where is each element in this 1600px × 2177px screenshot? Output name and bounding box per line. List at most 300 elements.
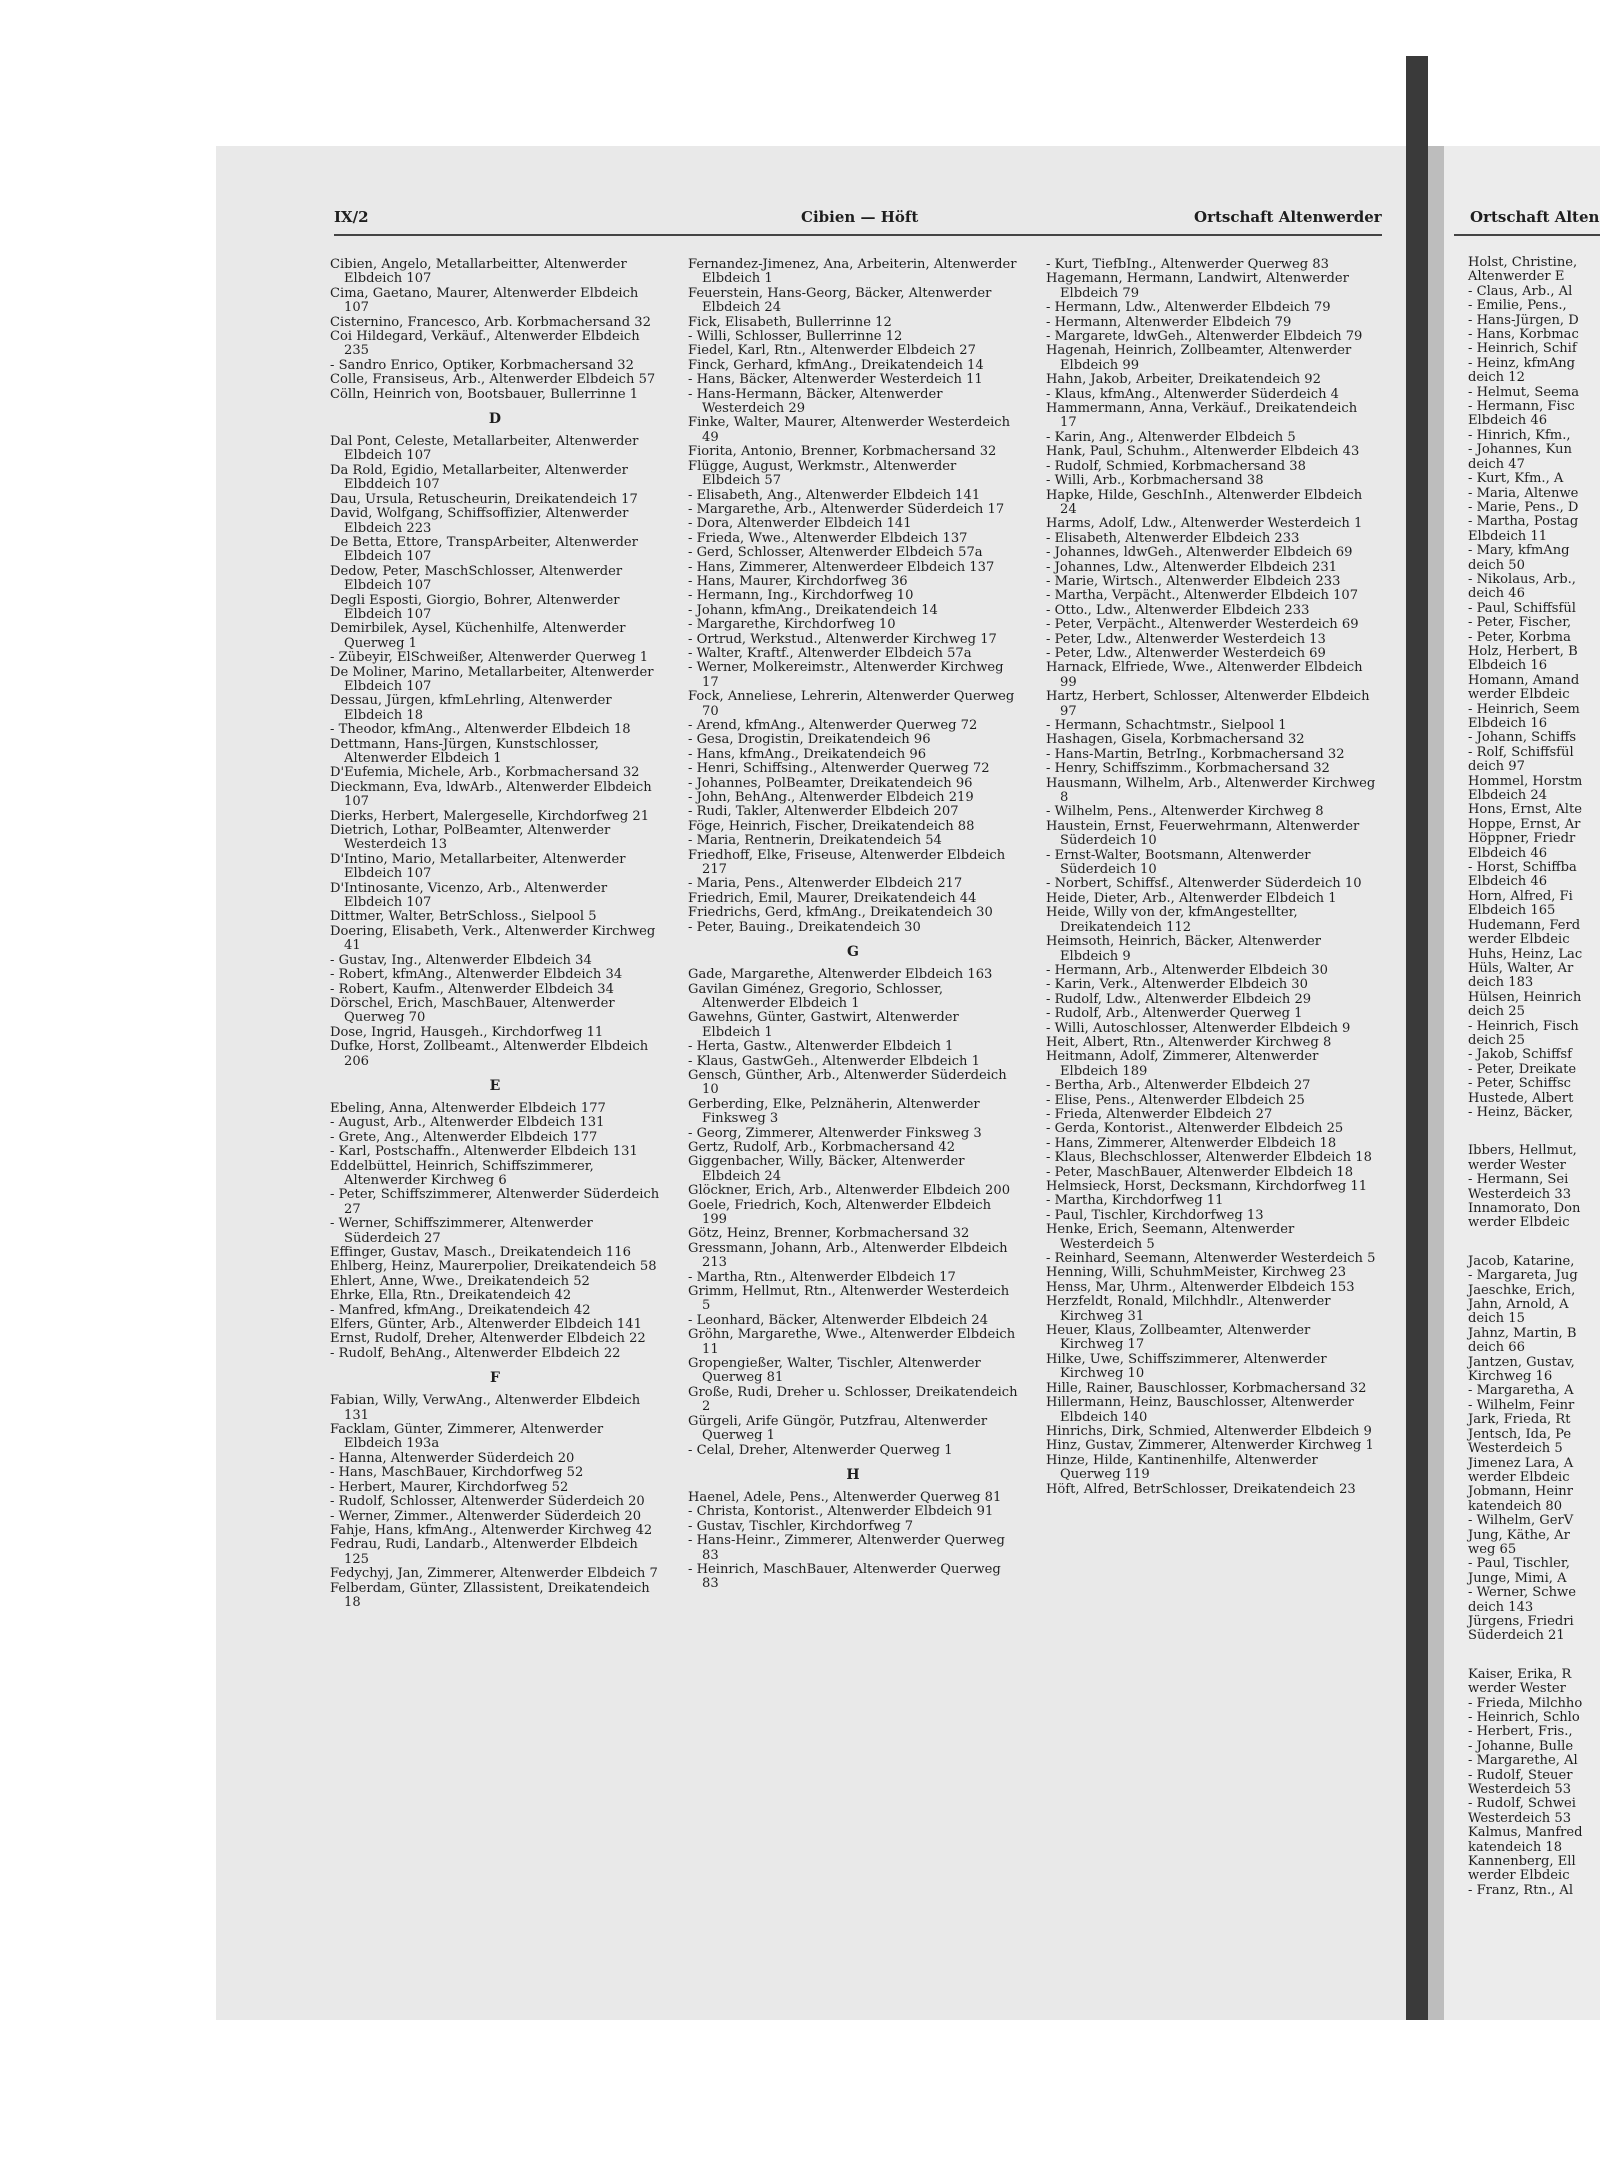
- directory-entry-fragment: Westerdeich 33: [1468, 1186, 1572, 1202]
- directory-entry-fragment: deich 97: [1468, 759, 1525, 775]
- section-gap: [1468, 1231, 1600, 1255]
- directory-entry-fragment: deich 46: [1468, 586, 1525, 602]
- directory-entry: - Hermann, Arb., Altenwerder Elbdeich 30: [1046, 962, 1328, 978]
- directory-entry: - Kurt, TiefbIng., Altenwerder Querweg 83: [1046, 257, 1329, 272]
- directory-entry-fragment: Süderdeich 21: [1468, 1628, 1565, 1644]
- book-spine: [1406, 56, 1428, 2020]
- directory-entry: - Gerda, Kontorist., Altenwerder Elbdeich 25: [1046, 1121, 1344, 1137]
- directory-entry: - Hanna, Altenwerder Süderdeich 20: [330, 1450, 575, 1466]
- directory-entry: Hinrichs, Dirk, Schmied, Altenwerder Elbdeich 9: [1046, 1423, 1372, 1439]
- directory-entry: Cibien, Angelo, Metallarbeitter, Altenwerder Elbdeich 107: [330, 257, 627, 287]
- directory-entry-fragment: Jark, Frieda, Rt: [1468, 1412, 1571, 1428]
- directory-entry-fragment: Holz, Herbert, B: [1468, 643, 1578, 659]
- directory-entry-fragment: Elbdeich 165: [1468, 903, 1556, 919]
- directory-entry-fragment: Jahn, Arnold, A: [1468, 1297, 1569, 1313]
- spine-shadow: [1428, 146, 1444, 2020]
- directory-entry: Facklam, Günter, Zimmerer, Altenwerder Elbdeich 193a: [330, 1422, 604, 1452]
- directory-entry: - Rudolf, Schlosser, Altenwerder Süderdeich 20: [330, 1494, 645, 1510]
- directory-entry-fragment: - Heinrich, Schlo: [1468, 1710, 1580, 1725]
- directory-entry: Dieckmann, Eva, ldwArb., Altenwerder Elbdeich 107: [330, 779, 652, 810]
- directory-entry: Gavilan Giménez, Gregorio, Schlosser, Altenwerder Elbdeich 1: [688, 981, 944, 1011]
- directory-entry-fragment: Elbdeich 11: [1468, 528, 1548, 544]
- directory-entry-fragment: - Hermann, Fisc: [1468, 399, 1575, 415]
- directory-entry: D'Intino, Mario, Metallarbeiter, Altenwerder Elbdeich 107: [330, 851, 626, 882]
- directory-entry: - Norbert, Schiffsf., Altenwerder Süderdeich 10: [1046, 876, 1362, 892]
- directory-entry-fragment: - Peter, Schiffsc: [1468, 1076, 1571, 1092]
- directory-entry-fragment: Ibbers, Hellmut,: [1468, 1143, 1577, 1159]
- directory-entry: Fiorita, Antonio, Brenner, Korbmachersand 32: [688, 444, 997, 460]
- directory-entry-fragment: Hoppe, Ernst, Ar: [1468, 816, 1581, 832]
- directory-entry: Friedrichs, Gerd, kfmAng., Dreikatendeich 30: [688, 905, 993, 921]
- directory-entry-fragment: - Werner, Schwe: [1468, 1585, 1577, 1601]
- directory-entry: - Hans, MaschBauer, Kirchdorfweg 52: [330, 1465, 584, 1481]
- directory-entry: Hammermann, Anna, Verkäuf., Dreikatendeich 17: [1046, 401, 1358, 431]
- directory-entry: Henke, Erich, Seemann, Altenwerder Westerdeich 5: [1046, 1222, 1295, 1252]
- directory-entry: - Willi, Arb., Korbmachersand 38: [1046, 473, 1264, 489]
- directory-entry: - Hans, Bäcker, Altenwerder Westerdeich 11: [688, 372, 983, 388]
- directory-entry-fragment: deich 12: [1468, 370, 1525, 386]
- directory-entry-fragment: - Nikolaus, Arb.,: [1468, 571, 1576, 587]
- page-number: IX/2: [334, 208, 369, 226]
- directory-entry: - Ernst-Walter, Bootsmann, Altenwerder Süderdeich 10: [1046, 847, 1311, 878]
- directory-entry-fragment: werder Elbdeic: [1468, 1215, 1570, 1231]
- directory-entry-fragment: deich 50: [1468, 557, 1525, 573]
- directory-entry: Elfers, Günter, Arb., Altenwerder Elbdeich 141: [330, 1317, 642, 1333]
- directory-entry: Coi Hildegard, Verkäuf., Altenwerder Elbdeich 235: [330, 329, 640, 359]
- directory-entry-fragment: Jahnz, Martin, B: [1468, 1325, 1577, 1341]
- directory-entry-fragment: - Heinz, kfmAng: [1468, 355, 1576, 371]
- directory-entry: D'Eufemia, Michele, Arb., Korbmachersand 32: [330, 765, 640, 781]
- directory-entry: - Rudolf, Ldw., Altenwerder Elbdeich 29: [1046, 991, 1312, 1007]
- directory-entry: Colle, Fransiseus, Arb., Altenwerder Elbdeich 57: [330, 372, 656, 388]
- directory-entry-fragment: Kannenberg, Ell: [1468, 1854, 1576, 1870]
- directory-entry: Hahn, Jakob, Arbeiter, Dreikatendeich 92: [1046, 372, 1321, 388]
- directory-entry: Dose, Ingrid, Hausgeh., Kirchdorfweg 11: [330, 1024, 604, 1040]
- directory-entry-fragment: - Paul, Tischler,: [1468, 1556, 1570, 1572]
- directory-entry: - Sandro Enrico, Optiker, Korbmachersand 32: [330, 357, 634, 373]
- directory-entry-fragment: deich 143: [1468, 1599, 1534, 1615]
- directory-entry: Hinz, Gustav, Zimmerer, Altenwerder Kirchweg 1: [1046, 1438, 1374, 1454]
- directory-entry-fragment: Elbdeich 46: [1468, 413, 1548, 429]
- directory-entry: Hille, Rainer, Bauschlosser, Korbmachersand 32: [1046, 1380, 1367, 1396]
- directory-entry: - Margarethe, Kirchdorfweg 10: [688, 617, 896, 633]
- directory-entry: - Theodor, kfmAng., Altenwerder Elbdeich 18: [330, 722, 631, 738]
- facing-page-fragment: [1444, 146, 1600, 2020]
- directory-entry-fragment: Jaeschke, Erich,: [1468, 1282, 1576, 1298]
- directory-entry: - Heinrich, MaschBauer, Altenwerder Querweg 83: [688, 1561, 1001, 1592]
- directory-entry: Fernandez-Jimenez, Ana, Arbeiterin, Altenwerder Elbdeich 1: [688, 257, 1017, 287]
- directory-entry: - Werner, Zimmer., Altenwerder Süderdeich 20: [330, 1508, 642, 1524]
- directory-entry: - Margarete, ldwGeh., Altenwerder Elbdeich 79: [1046, 329, 1363, 345]
- directory-entry: - Marie, Wirtsch., Altenwerder Elbdeich 233: [1046, 573, 1341, 589]
- directory-entry-fragment: werder Elbdeic: [1468, 1469, 1570, 1485]
- directory-entry: - Willi, Autoschlosser, Altenwerder Elbdeich 9: [1046, 1020, 1351, 1036]
- directory-column-3: [1046, 258, 1376, 1497]
- directory-entry-fragment: - Johannes, Kun: [1468, 442, 1572, 458]
- directory-entry: Ebeling, Anna, Altenwerder Elbdeich 177: [330, 1100, 606, 1116]
- directory-entry: - Klaus, kfmAng., Altenwerder Süderdeich 4: [1046, 386, 1340, 402]
- directory-entry: Henning, Willi, SchuhmMeister, Kirchweg 23: [1046, 1265, 1347, 1281]
- directory-entry: - Martha, Verpächt., Altenwerder Elbdeich 107: [1046, 588, 1359, 604]
- directory-entry: David, Wolfgang, Schiffsoffizier, Altenwerder Elbdeich 223: [330, 506, 629, 536]
- directory-entry: Gerberding, Elke, Pelznäherin, Altenwerder Finksweg 3: [688, 1096, 980, 1127]
- directory-entry-fragment: - Rolf, Schiffsfül: [1468, 744, 1574, 760]
- directory-entry: - Walter, Kraftf., Altenwerder Elbdeich 57a: [688, 645, 972, 661]
- directory-entry: - Johann, kfmAng., Dreikatendeich 14: [688, 602, 938, 618]
- header-rule: [334, 234, 1382, 236]
- directory-entry-fragment: Altenwerder E: [1468, 269, 1565, 285]
- directory-entry: Glöckner, Erich, Arb., Altenwerder Elbdeich 200: [688, 1183, 1011, 1199]
- directory-entry: Degli Esposti, Giorgio, Bohrer, Altenwerder Elbdeich 107: [330, 592, 620, 622]
- directory-entry-fragment: deich 15: [1468, 1311, 1525, 1327]
- directory-entry-fragment: werder Elbdeic: [1468, 1868, 1570, 1884]
- directory-entry: Cölln, Heinrich von, Bootsbauer, Bullerrinne 1: [330, 386, 639, 402]
- directory-entry-fragment: Elbdeich 46: [1468, 874, 1548, 890]
- directory-entry: Friedhoff, Elke, Friseuse, Altenwerder Elbdeich 217: [688, 847, 1006, 878]
- directory-entry: - Christa, Kontorist., Altenwerder Elbdeich 91: [688, 1504, 994, 1520]
- directory-entry: Finke, Walter, Maurer, Altenwerder Westerdeich 49: [688, 415, 1011, 445]
- directory-entry-fragment: - Peter, Fischer,: [1468, 615, 1572, 631]
- directory-entry-fragment: Hons, Ernst, Alte: [1468, 802, 1582, 818]
- directory-entry-fragment: deich 47: [1468, 456, 1525, 472]
- directory-entry: - Robert, kfmAng., Altenwerder Elbdeich 34: [330, 967, 623, 983]
- directory-entry: - Celal, Dreher, Altenwerder Querweg 1: [688, 1442, 953, 1458]
- directory-entry-fragment: - Johanne, Bulle: [1468, 1738, 1574, 1754]
- directory-entry: Dedow, Peter, MaschSchlosser, Altenwerder Elbdeich 107: [330, 563, 623, 594]
- directory-entry-fragment: - Paul, Schiffsfül: [1468, 600, 1576, 616]
- directory-entry: Fahje, Hans, kfmAng., Altenwerder Kirchweg 42: [330, 1522, 653, 1538]
- directory-entry: Fedrau, Rudi, Landarb., Altenwerder Elbdeich 125: [330, 1537, 638, 1567]
- directory-entry: Dittmer, Walter, BetrSchloss., Sielpool 5: [330, 909, 597, 925]
- directory-entry: - Peter, Verpächt., Altenwerder Westerdeich 69: [1046, 617, 1359, 633]
- directory-entry-fragment: deich 25: [1468, 1004, 1525, 1020]
- directory-entry-fragment: - Marie, Pens., D: [1468, 499, 1579, 515]
- directory-entry: Hank, Paul, Schuhm., Altenwerder Elbdeich 43: [1046, 444, 1360, 460]
- directory-entry-fragment: - Margarethe, Al: [1468, 1753, 1578, 1769]
- directory-entry-fragment: - Horst, Schiffba: [1468, 860, 1577, 876]
- directory-entry: - Martha, Kirchdorfweg 11: [1046, 1193, 1224, 1209]
- directory-entry: Goele, Friedrich, Koch, Altenwerder Elbdeich 199: [688, 1197, 992, 1227]
- directory-entry: Dierks, Herbert, Malergeselle, Kirchdorfweg 21: [330, 808, 650, 824]
- directory-entry: - Peter, Bauing., Dreikatendeich 30: [688, 919, 921, 935]
- directory-entry: - Paul, Tischler, Kirchdorfweg 13: [1046, 1207, 1264, 1223]
- directory-entry-fragment: - Hermann, Sei: [1468, 1172, 1569, 1188]
- directory-entry: Harms, Adolf, Ldw., Altenwerder Westerdeich 1: [1046, 516, 1363, 532]
- directory-entry: De Betta, Ettore, TranspArbeiter, Altenwerder Elbdeich 107: [330, 534, 638, 565]
- directory-entry: - Werner, Schiffszimmerer, Altenwerder Süderdeich 27: [330, 1216, 593, 1246]
- directory-entry-fragment: - Frieda, Milchho: [1468, 1695, 1583, 1711]
- directory-entry: Dau, Ursula, Retuscheurin, Dreikatendeich 17: [330, 491, 638, 507]
- directory-entry: - Herta, Gastw., Altenwerder Elbdeich 1: [688, 1039, 954, 1055]
- directory-entry: Ehrke, Ella, Rtn., Dreikatendeich 42: [330, 1288, 572, 1304]
- directory-entry: Dettmann, Hans-Jürgen, Kunstschlosser, Altenwerder Elbdeich 1: [330, 736, 599, 766]
- directory-entry: Fock, Anneliese, Lehrerin, Altenwerder Querweg 70: [688, 689, 1015, 719]
- directory-entry-fragment: Jimenez Lara, A: [1468, 1455, 1574, 1471]
- directory-entry-fragment: werder Elbdeic: [1468, 932, 1570, 948]
- directory-entry-fragment: - Heinrich, Schif: [1468, 341, 1577, 357]
- directory-entry: - Dora, Altenwerder Elbdeich 141: [688, 516, 912, 532]
- directory-entry-fragment: Hüls, Walter, Ar: [1468, 960, 1574, 976]
- directory-entry: - Hermann, Schachtmstr., Sielpool 1: [1046, 718, 1287, 733]
- directory-entry-fragment: deich 183: [1468, 975, 1534, 991]
- directory-entry-fragment: Jentsch, Ida, Pe: [1468, 1426, 1572, 1442]
- directory-entry-fragment: - Heinrich, Fisch: [1468, 1018, 1579, 1034]
- directory-entry: Eddelbüttel, Heinrich, Schiffszimmerer, Altenwerder Kirchweg 6: [330, 1158, 594, 1188]
- directory-column-2: [688, 258, 1018, 1592]
- directory-entry-fragment: - Helmut, Seema: [1468, 384, 1580, 400]
- directory-entry: Cisternino, Francesco, Arb. Korbmachersand 32: [330, 314, 651, 330]
- directory-entry: - Klaus, Blechschlosser, Altenwerder Elbdeich 18: [1046, 1150, 1372, 1166]
- directory-entry: Demirbilek, Aysel, Küchenhilfe, Altenwerder Querweg 1: [330, 621, 626, 651]
- directory-entry: - Peter, Ldw., Altenwerder Westerdeich 13: [1046, 631, 1326, 647]
- directory-entry-fragment: Kalmus, Manfred: [1468, 1825, 1583, 1841]
- directory-entry: Gawehns, Günter, Gastwirt, Altenwerder Elbdeich 1: [688, 1010, 959, 1040]
- directory-entry-fragment: Elbdeich 46: [1468, 845, 1548, 861]
- directory-entry-fragment: - Mary, kfmAng: [1468, 543, 1570, 559]
- directory-entry: - Robert, Kaufm., Altenwerder Elbdeich 34: [330, 981, 614, 997]
- directory-entry: - Johannes, PolBeamter, Dreikatendeich 96: [688, 775, 973, 791]
- directory-entry-fragment: - Hinrich, Kfm.,: [1468, 427, 1571, 443]
- directory-entry-fragment: Jobmann, Heinr: [1468, 1484, 1573, 1500]
- directory-entry: - Gerd, Schlosser, Altenwerder Elbdeich 57a: [688, 545, 983, 561]
- directory-entry-fragment: - Martha, Postag: [1468, 514, 1579, 530]
- directory-entry: Fabian, Willy, VerwAng., Altenwerder Elbdeich 131: [330, 1393, 641, 1423]
- directory-entry: Harnack, Elfriede, Wwe., Altenwerder Elbdeich 99: [1046, 660, 1363, 690]
- directory-entry: - Klaus, GastwGeh., Altenwerder Elbdeich 1: [688, 1053, 980, 1069]
- directory-entry-fragment: Huhs, Heinz, Lac: [1468, 946, 1583, 962]
- section-letter: H: [846, 1466, 860, 1483]
- directory-entry: - Peter, Ldw., Altenwerder Westerdeich 69: [1046, 645, 1326, 661]
- directory-entry: - Bertha, Arb., Altenwerder Elbdeich 27: [1046, 1078, 1311, 1094]
- directory-entry: Hashagen, Gisela, Korbmachersand 32: [1046, 732, 1305, 748]
- directory-entry: - Rudi, Takler, Altenwerder Elbdeich 207: [688, 804, 959, 820]
- directory-entry: - Hermann, Altenwerder Elbdeich 79: [1046, 314, 1292, 330]
- directory-entry: Hillermann, Heinz, Bauschlosser, Altenwerder Elbdeich 140: [1046, 1395, 1354, 1425]
- directory-entry: Hapke, Hilde, GeschInh., Altenwerder Elbdeich 24: [1046, 487, 1363, 517]
- directory-entry: - Gustav, Tischler, Kirchdorfweg 7: [688, 1518, 914, 1534]
- directory-entry-fragment: - Herbert, Fris.,: [1468, 1724, 1573, 1740]
- directory-entry-fragment: - Margareta, Jug: [1468, 1268, 1578, 1284]
- directory-entry: Fiedel, Karl, Rtn., Altenwerder Elbdeich 27: [688, 343, 976, 359]
- directory-entry: Haenel, Adele, Pens., Altenwerder Querweg 81: [688, 1489, 1002, 1505]
- directory-entry: - Hans, Zimmerer, Altenwerdeer Elbdeich 137: [688, 559, 995, 575]
- directory-entry: - Hans, kfmAng., Dreikatendeich 96: [688, 746, 927, 762]
- directory-entry: Doering, Elisabeth, Verk., Altenwerder Kirchweg 41: [330, 923, 656, 954]
- directory-entry-fragment: Innamorato, Don: [1468, 1201, 1581, 1216]
- directory-entry-fragment: Horn, Alfred, Fi: [1468, 888, 1573, 904]
- directory-entry-fragment: Junge, Mimi, A: [1468, 1570, 1567, 1586]
- directory-entry: Hagenah, Heinrich, Zollbeamter, Altenwerder Elbdeich 99: [1046, 343, 1352, 373]
- directory-entry: - Johannes, Ldw., Altenwerder Elbdeich 231: [1046, 559, 1338, 575]
- directory-entry-fragment: werder Wester: [1468, 1681, 1566, 1697]
- directory-entry-fragment: Jantzen, Gustav,: [1468, 1354, 1575, 1370]
- section-letter: E: [489, 1077, 501, 1094]
- directory-entry: Gürgeli, Arife Güngör, Putzfrau, Altenwerder Querweg 1: [688, 1413, 988, 1444]
- directory-entry: - Hermann, Ldw., Altenwerder Elbdeich 79: [1046, 300, 1331, 316]
- directory-entry: - Elise, Pens., Altenwerder Elbdeich 25: [1046, 1092, 1305, 1108]
- directory-entry: - Johannes, ldwGeh., Altenwerder Elbdeich 69: [1046, 545, 1353, 561]
- directory-entry-fragment: Westerdeich 53: [1468, 1782, 1572, 1798]
- directory-entry: D'Intinosante, Vicenzo, Arb., Altenwerder Elbdeich 107: [330, 880, 608, 911]
- directory-entry-fragment: Jacob, Katarine,: [1468, 1253, 1575, 1269]
- directory-entry-fragment: katendeich 80: [1468, 1498, 1563, 1514]
- directory-entry: Henss, Mar, Uhrm., Altenwerder Elbdeich 153: [1046, 1279, 1355, 1295]
- directory-entry: - Elisabeth, Ang., Altenwerder Elbdeich 141: [688, 487, 981, 503]
- directory-entry: Höft, Alfred, BetrSchlosser, Dreikatendeich 23: [1046, 1481, 1356, 1497]
- directory-entry: Finck, Gerhard, kfmAng., Dreikatendeich 14: [688, 357, 984, 373]
- directory-entry: - Willi, Schlosser, Bullerrinne 12: [688, 329, 903, 345]
- directory-entry: Heimsoth, Heinrich, Bäcker, Altenwerder Elbdeich 9: [1046, 934, 1322, 964]
- directory-entry-fragment: Elbdeich 24: [1468, 788, 1548, 804]
- directory-entry: Gensch, Günther, Arb., Altenwerder Süderdeich 10: [688, 1067, 1007, 1098]
- directory-entry-fragment: - Claus, Arb., Al: [1468, 283, 1573, 299]
- directory-entry: Heuer, Klaus, Zollbeamter, Altenwerder Kirchweg 17: [1046, 1323, 1311, 1353]
- directory-entry: - Zübeyir, ElSchweißer, Altenwerder Querweg 1: [330, 650, 649, 666]
- directory-entry: - Elisabeth, Altenwerder Elbdeich 233: [1046, 530, 1300, 546]
- directory-entry: - Hans-Martin, BetrIng., Korbmachersand 32: [1046, 746, 1345, 762]
- directory-entry: - Rudolf, BehAng., Altenwerder Elbdeich 22: [330, 1345, 621, 1361]
- directory-entry-fragment: - Rudolf, Steuer: [1468, 1767, 1573, 1783]
- directory-entry: Feuerstein, Hans-Georg, Bäcker, Altenwerder Elbdeich 24: [688, 285, 992, 316]
- directory-entry: - Hans, Zimmerer, Altenwerder Elbdeich 18: [1046, 1135, 1337, 1151]
- directory-entry-fragment: Hommel, Horstm: [1468, 773, 1583, 789]
- directory-entry: Heitmann, Adolf, Zimmerer, Altenwerder Elbdeich 189: [1046, 1049, 1319, 1079]
- directory-entry: - Ortrud, Werkstud., Altenwerder Kirchweg 17: [688, 631, 997, 647]
- directory-entry: - Hans-Heinr., Zimmerer, Altenwerder Querweg 83: [688, 1533, 1005, 1563]
- directory-entry-fragment: - Johann, Schiffs: [1468, 730, 1577, 746]
- directory-entry: - Henry, Schiffszimm., Korbmachersand 32: [1046, 761, 1330, 777]
- directory-entry-fragment: - Peter, Dreikate: [1468, 1061, 1577, 1077]
- directory-entry: - Herbert, Maurer, Kirchdorfweg 52: [330, 1479, 569, 1495]
- directory-entry: - Frieda, Wwe., Altenwerder Elbdeich 137: [688, 530, 968, 546]
- directory-entry: Herzfeldt, Ronald, Milchhdlr., Altenwerder Kirchweg 31: [1046, 1294, 1331, 1324]
- directory-entry: Gressmann, Johann, Arb., Altenwerder Elbdeich 213: [688, 1240, 1008, 1271]
- directory-entry: Föge, Heinrich, Fischer, Dreikatendeich 88: [688, 818, 975, 834]
- directory-entry: Fedychyj, Jan, Zimmerer, Altenwerder Elbdeich 7: [330, 1566, 658, 1582]
- directory-entry-fragment: Westerdeich 5: [1468, 1441, 1563, 1457]
- directory-entry: - Margarethe, Arb., Altenwerder Süderdeich 17: [688, 501, 1005, 517]
- directory-entry: - Henri, Schiffsing., Altenwerder Querweg 72: [688, 761, 990, 777]
- directory-entry: Effinger, Gustav, Masch., Dreikatendeich 116: [330, 1245, 631, 1260]
- directory-entry-fragment: Kaiser, Erika, R: [1468, 1666, 1572, 1682]
- directory-entry: Heide, Dieter, Arb., Altenwerder Elbdeich 1: [1046, 890, 1337, 906]
- directory-entry: - Karl, Postschaffn., Altenwerder Elbdeich 131: [330, 1144, 638, 1160]
- directory-entry-fragment: - Emilie, Pens.,: [1468, 298, 1567, 314]
- directory-entry: - Otto., Ldw., Altenwerder Elbdeich 233: [1046, 602, 1310, 618]
- directory-entry: Gade, Margarethe, Altenwerder Elbdeich 163: [688, 967, 993, 983]
- directory-entry: Friedrich, Emil, Maurer, Dreikatendeich 44: [688, 890, 977, 906]
- section-letter: G: [847, 944, 859, 961]
- directory-entry-fragment: Holst, Christine,: [1468, 255, 1578, 270]
- directory-entry: Heit, Albert, Rtn., Altenwerder Kirchweg 8: [1046, 1034, 1332, 1050]
- directory-entry: Hilke, Uwe, Schiffszimmerer, Altenwerder Kirchweg 10: [1046, 1351, 1327, 1382]
- directory-entry: Hartz, Herbert, Schlosser, Altenwerder Elbdeich 97: [1046, 689, 1370, 719]
- directory-entry: - Rudolf, Schmied, Korbmachersand 38: [1046, 458, 1306, 474]
- directory-entry-fragment: - Hans-Jürgen, D: [1468, 312, 1579, 328]
- directory-entry-fragment: Kirchweg 16: [1468, 1369, 1553, 1385]
- directory-entry-fragment: - Jakob, Schiffsf: [1468, 1047, 1572, 1063]
- directory-entry: - Leonhard, Bäcker, Altenwerder Elbdeich 24: [688, 1312, 989, 1328]
- directory-entry-fragment: Elbdeich 16: [1468, 716, 1548, 731]
- directory-entry: - Manfred, kfmAng., Dreikatendeich 42: [330, 1302, 591, 1318]
- directory-entry: - August, Arb., Altenwerder Elbdeich 131: [330, 1115, 605, 1131]
- directory-entry: De Moliner, Marino, Metallarbeiter, Altenwerder Elbdeich 107: [330, 664, 654, 694]
- directory-entry: - Wilhelm, Pens., Altenwerder Kirchweg 8: [1046, 804, 1324, 820]
- directory-column-1: [330, 258, 660, 1610]
- directory-entry-fragment: - Peter, Korbma: [1468, 629, 1571, 645]
- directory-entry: Hausmann, Wilhelm, Arb., Altenwerder Kirchweg 8: [1046, 775, 1376, 806]
- directory-entry-fragment: Hülsen, Heinrich: [1468, 989, 1582, 1005]
- directory-entry-fragment: Jürgens, Friedri: [1468, 1613, 1574, 1629]
- directory-entry: Dal Pont, Celeste, Metallarbeiter, Altenwerder Elbdeich 107: [330, 434, 639, 464]
- directory-entry: - Grete, Ang., Altenwerder Elbdeich 177: [330, 1129, 598, 1145]
- directory-entry: Dietrich, Lothar, PolBeamter, Altenwerder Westerdeich 13: [330, 823, 611, 853]
- facing-page-header: Ortschaft Alten: [1470, 208, 1600, 226]
- directory-entry: Gertz, Rudolf, Arb., Korbmachersand 42: [688, 1139, 956, 1155]
- directory-entry: - Arend, kfmAng., Altenwerder Querweg 72: [688, 718, 978, 733]
- directory-entry-fragment: katendeich 18: [1468, 1839, 1563, 1855]
- directory-entry-fragment: Homann, Amand: [1468, 672, 1580, 688]
- directory-entry: - Frieda, Altenwerder Elbdeich 27: [1046, 1106, 1273, 1122]
- facing-page-rule: [1454, 234, 1600, 236]
- directory-entry-fragment: deich 66: [1468, 1340, 1525, 1356]
- directory-entry-fragment: - Maria, Altenwe: [1468, 485, 1579, 501]
- directory-entry: Grimm, Hellmut, Rtn., Altenwerder Westerdeich 5: [688, 1284, 1010, 1314]
- directory-entry-fragment: Westerdeich 53: [1468, 1810, 1572, 1826]
- directory-entry: - Peter, Schiffszimmerer, Altenwerder Süderdeich 27: [330, 1187, 660, 1217]
- directory-entry-fragment: Elbdeich 16: [1468, 658, 1548, 674]
- section-letter: D: [488, 411, 502, 428]
- directory-entry: Ehlberg, Heinz, Maurerpolier, Dreikatendeich 58: [330, 1259, 657, 1275]
- directory-entry-fragment: - Hans, Korbmac: [1468, 327, 1579, 343]
- directory-entry: - Martha, Rtn., Altenwerder Elbdeich 17: [688, 1269, 956, 1285]
- directory-entry: - Reinhard, Seemann, Altenwerder Westerdeich 5: [1046, 1251, 1376, 1267]
- directory-entry: Dörschel, Erich, MaschBauer, Altenwerder Querweg 70: [330, 995, 615, 1026]
- directory-entry: Haustein, Ernst, Feuerwehrmann, Altenwerder Süderdeich 10: [1046, 818, 1360, 849]
- directory-entry-fragment: - Kurt, Kfm., A: [1468, 471, 1564, 487]
- directory-entry: Helmsieck, Horst, Decksmann, Kirchdorfweg 11: [1046, 1179, 1368, 1194]
- section-letter: F: [490, 1370, 500, 1387]
- running-head-locality: Ortschaft Altenwerder: [1194, 208, 1382, 226]
- directory-entry: Ehlert, Anne, Wwe., Dreikatendeich 52: [330, 1273, 590, 1289]
- directory-entry: Hagemann, Hermann, Landwirt, Altenwerder Elbdeich 79: [1046, 271, 1349, 301]
- directory-entry: - Maria, Pens., Altenwerder Elbdeich 217: [688, 876, 963, 892]
- directory-entry: - Werner, Molkereimstr., Altenwerder Kirchweg 17: [688, 660, 1004, 690]
- directory-entry: Da Rold, Egidio, Metallarbeiter, Altenwerder Elbddeich 107: [330, 462, 628, 493]
- directory-entry: Giggenbacher, Willy, Bäcker, Altenwerder Elbdeich 24: [688, 1154, 965, 1184]
- directory-entry: - Gustav, Ing., Altenwerder Elbdeich 34: [330, 952, 592, 968]
- directory-entry-fragment: - Rudolf, Schwei: [1468, 1796, 1576, 1812]
- directory-entry: - Georg, Zimmerer, Altenwerder Finksweg 3: [688, 1125, 982, 1141]
- directory-entry: - Karin, Ang., Altenwerder Elbdeich 5: [1046, 429, 1296, 445]
- directory-entry: - Karin, Verk., Altenwerder Elbdeich 30: [1046, 977, 1308, 993]
- directory-entry-fragment: - Wilhelm, Feinr: [1468, 1397, 1575, 1413]
- directory-entry-fragment: weg 65: [1468, 1541, 1517, 1557]
- directory-entry: - Rudolf, Arb., Altenwerder Querweg 1: [1046, 1006, 1303, 1022]
- directory-entry: Gropengießer, Walter, Tischler, Altenwerder Querweg 81: [688, 1356, 981, 1386]
- running-head-range: Cibien — Höft: [801, 208, 919, 226]
- directory-entry-fragment: - Franz, Rtn., Al: [1468, 1882, 1574, 1898]
- facing-page-column: [1468, 256, 1600, 1898]
- directory-entry: Hinze, Hilde, Kantinenhilfe, Altenwerder Querweg 119: [1046, 1452, 1318, 1483]
- directory-entry-fragment: deich 25: [1468, 1032, 1525, 1048]
- directory-entry: - Hans, Maurer, Kirchdorfweg 36: [688, 573, 908, 589]
- directory-entry: - Gesa, Drogistin, Dreikatendeich 96: [688, 732, 931, 748]
- section-gap: [1468, 1120, 1600, 1144]
- directory-entry-fragment: - Wilhelm, GerV: [1468, 1513, 1574, 1529]
- directory-entry: Felberdam, Günter, Zllassistent, Dreikatendeich 18: [330, 1580, 650, 1610]
- directory-entry-fragment: Hustede, Albert: [1468, 1090, 1574, 1106]
